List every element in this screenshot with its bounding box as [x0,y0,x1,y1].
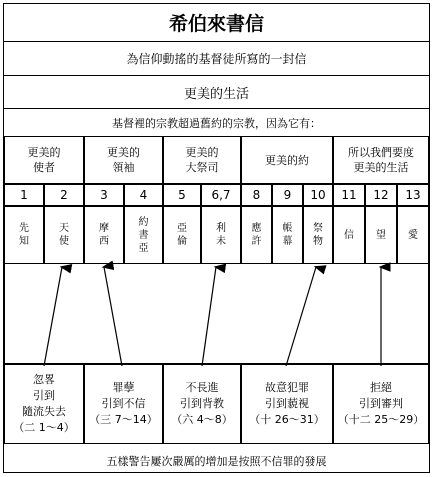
topic-word: 約 書 亞 [124,206,163,264]
topic-word: 利 未 [201,206,241,264]
chapter-number: 5 [163,184,201,206]
topic-word: 愛 [397,206,429,264]
category-better-life: 所以我們要度 更美的生活 [333,136,429,184]
arrow [104,267,122,366]
chart-frame [3,3,430,473]
chapter-number: 4 [124,184,163,206]
warning-box: 不長進 引到背教 （六 4～8） [163,364,241,444]
chapter-number: 3 [84,184,124,206]
chapter-number: 2 [44,184,84,206]
footer-note: 五樣警告屢次嚴厲的增加是按照不信罪的發展 [106,455,327,468]
page-title: 希伯來書信 [4,4,429,42]
category-messenger: 更美的 使者 [4,136,84,184]
warning-box: 罪孽 引到不信 （三 7～14） [84,364,163,444]
arrows [4,4,431,474]
chapter-number: 9 [272,184,303,206]
category-leader: 更美的 領袖 [84,136,163,184]
chapter-number: 11 [333,184,365,206]
chapter-number: 1 [4,184,44,206]
topic-word: 祭 物 [303,206,333,264]
chapter-number: 12 [365,184,397,206]
arrow [202,267,216,366]
topic-word: 摩 西 [84,206,124,264]
theme: 更美的生活 [4,76,429,109]
topic-word: 亞 倫 [163,206,201,264]
category-high-priest: 更美的 大祭司 [163,136,241,184]
chapter-number: 8 [241,184,272,206]
chapter-number: 6,7 [201,184,241,206]
intro: 基督裡的宗教超過舊約的宗教，因為它有： [112,116,321,130]
category-covenant: 更美的約 [241,136,333,184]
arrow [286,267,316,366]
topic-word: 應 許 [241,206,272,264]
warning-box: 忽畧 引到 隨流失去 （二 1～4） [4,364,84,444]
topic-word: 信 [333,206,365,264]
topic-word: 帳 幕 [272,206,303,264]
warning-box: 故意犯罪 引到藐視 （十 26～31） [241,364,333,444]
chapter-number: 10 [303,184,333,206]
chapter-number: 13 [397,184,429,206]
topic-word: 天 使 [44,206,84,264]
subtitle: 為信仰動搖的基督徒所寫的一封信 [4,42,429,76]
warning-box: 拒絕 引到審判 （十二 25～29） [333,364,429,444]
topic-word: 望 [365,206,397,264]
topic-word: 先 知 [4,206,44,264]
arrow [44,267,62,366]
